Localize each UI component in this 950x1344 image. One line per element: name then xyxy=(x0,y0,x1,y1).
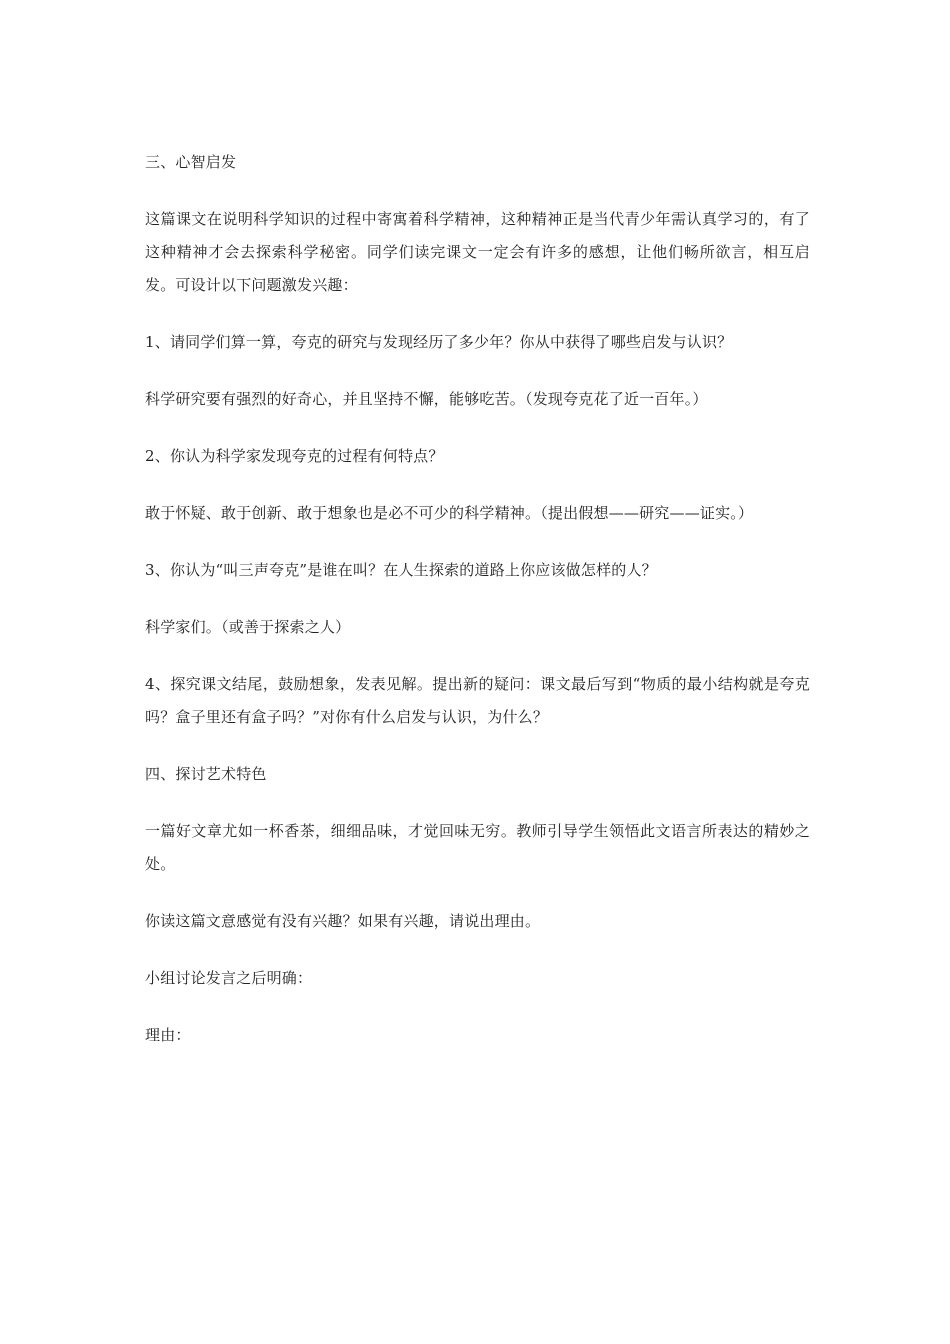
answer-3: 科学家们。（或善于探索之人） xyxy=(145,618,351,636)
intro-paragraph: 这篇课文在说明科学知识的过程中寄寓着科学精神，这种精神正是当代青少年需认真学习的，有了这种精神才会去探索科学秘密。同学们读完课文一定会有许多的感想，让他们畅所欲言，相互启发。可设计以下问题激发兴趣： xyxy=(145,210,810,294)
document-page xyxy=(145,146,810,1052)
question-4: 4、探究课文结尾，鼓励想象，发表见解。提出新的疑问：课文最后写到“物质的最小结构就是夸克吗？盒子里还有盒子吗？”对你有什么启发与认识，为什么？ xyxy=(145,675,810,726)
section-heading-4: 四、探讨艺术特色 xyxy=(145,765,267,783)
question-2: 2、你认为科学家发现夸克的过程有何特点？ xyxy=(145,447,444,465)
question-3: 3、你认为“叫三声夸克”是谁在叫？在人生探索的道路上你应该做怎样的人？ xyxy=(145,561,657,579)
question-1: 1、请同学们算一算，夸克的研究与发现经历了多少年？你从中获得了哪些启发与认识？ xyxy=(145,333,733,351)
discussion-line: 小组讨论发言之后明确： xyxy=(145,969,313,987)
answer-2: 敢于怀疑、敢于创新、敢于想象也是必不可少的科学精神。（提出假想——研究——证实。） xyxy=(145,504,754,522)
answer-1: 科学研究要有强烈的好奇心，并且坚持不懈，能够吃苦。（发现夸克花了近一百年。） xyxy=(145,390,708,408)
section-heading-3: 三、心智启发 xyxy=(145,153,237,171)
reason-line: 理由： xyxy=(145,1026,191,1044)
question-5: 你读这篇文意感觉有没有兴趣？如果有兴趣，请说出理由。 xyxy=(145,912,541,930)
art-intro-paragraph: 一篇好文章尤如一杯香茶，细细品味，才觉回味无穷。教师引导学生领悟此文语言所表达的精妙之处。 xyxy=(145,822,810,873)
